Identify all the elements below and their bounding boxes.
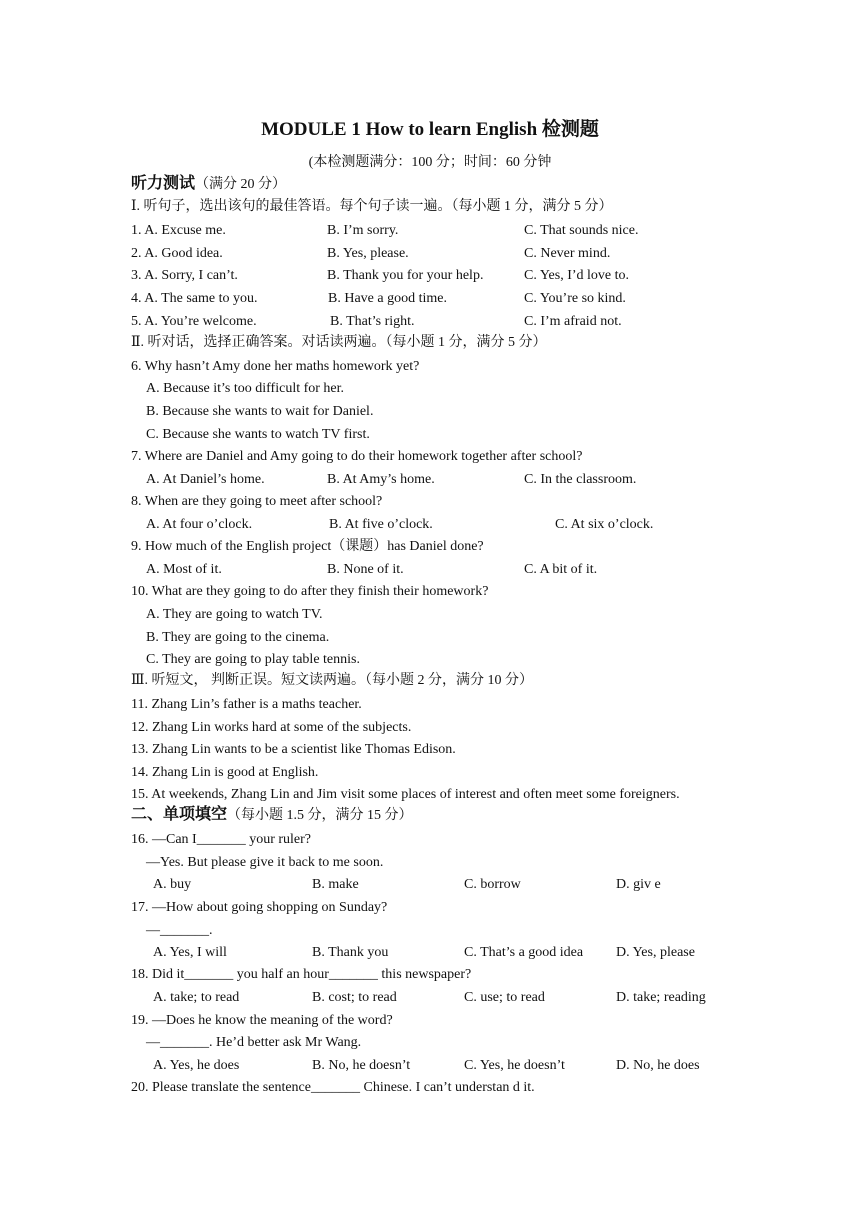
page-title: MODULE 1 How to learn English 检测题: [261, 119, 599, 140]
option-b: B. That’s right.: [330, 314, 415, 329]
section-heading-text: 听力测试: [131, 175, 196, 192]
option-b: B. No, he doesn’t: [312, 1058, 411, 1073]
option-b: B. Yes, please.: [327, 246, 409, 261]
option-a: A. They are going to watch TV.: [146, 607, 323, 622]
option-a: A. Because it’s too difficult for her.: [146, 381, 345, 396]
option-d: D. No, he does: [616, 1058, 700, 1073]
option-a: 4. A. The same to you.: [131, 291, 258, 306]
option-b: B. Thank you: [312, 945, 389, 960]
section-heading-choice: [131, 806, 413, 825]
part2-instructions: Ⅱ. 听对话，选择正确答案。对话读两遍。（每小题 1 分，满分 5 分）: [131, 335, 547, 350]
section-heading-listening: [131, 175, 286, 194]
option-c: C. In the classroom.: [524, 472, 637, 487]
option-b: B. At Amy’s home.: [327, 472, 435, 487]
option-c: C. Yes, he doesn’t: [464, 1058, 565, 1073]
question-15: 15. At weekends, Zhang Lin and Jim visit some places of interest and often meet some foreigners.: [131, 787, 680, 802]
option-c: C. I’m afraid not.: [524, 314, 622, 329]
question-16: 16. —Can I_______ your ruler?: [131, 832, 312, 847]
option-b: B. make: [312, 877, 359, 892]
option-a: A. At four o’clock.: [146, 517, 253, 532]
option-d: D. take; reading: [616, 990, 706, 1005]
option-d: D. Yes, please: [616, 945, 695, 960]
option-c: C. That sounds nice.: [524, 223, 639, 238]
option-d: D. giv e: [616, 877, 661, 892]
question-11: 11. Zhang Lin’s father is a maths teacher.: [131, 697, 362, 712]
section-heading-note: （满分 20 分）: [195, 177, 287, 192]
option-b: B. Because she wants to wait for Daniel.: [146, 404, 374, 419]
section-heading-note: （每小题 1.5 分，满分 15 分）: [227, 808, 413, 823]
question-8: 8. When are they going to meet after school?: [131, 494, 383, 509]
option-b: B. Thank you for your help.: [327, 268, 484, 283]
question-16-response: —Yes. But please give it back to me soon.: [146, 855, 384, 870]
question-19-response: —_______. He’d better ask Mr Wang.: [146, 1035, 362, 1050]
option-c: C. Never mind.: [524, 246, 611, 261]
option-a: 5. A. You’re welcome.: [131, 314, 257, 329]
option-a: 1. A. Excuse me.: [131, 223, 226, 238]
option-c: C. Yes, I’d love to.: [524, 268, 630, 283]
part1-instructions: Ⅰ. 听句子，选出该句的最佳答语。每个句子读一遍。（每小题 1 分，满分 5 分）: [131, 199, 613, 214]
question-14: 14. Zhang Lin is good at English.: [131, 765, 319, 780]
question-17: 17. —How about going shopping on Sunday?: [131, 900, 388, 915]
option-a: A. At Daniel’s home.: [146, 472, 265, 487]
option-c: C. They are going to play table tennis.: [146, 652, 360, 667]
option-c: C. A bit of it.: [524, 562, 598, 577]
page-subtitle: (本检测题满分：100 分；时间：60 分钟: [308, 155, 552, 170]
question-6: 6. Why hasn’t Amy done her maths homework yet?: [131, 359, 420, 374]
question-10: 10. What are they going to do after they finish their homework?: [131, 584, 489, 599]
option-a: A. buy: [153, 877, 192, 892]
option-c: C. use; to read: [464, 990, 545, 1005]
option-a: A. Yes, I will: [153, 945, 227, 960]
option-b: B. Have a good time.: [328, 291, 447, 306]
question-20: 20. Please translate the sentence_______ Chinese. I can’t understan d it.: [131, 1080, 535, 1095]
option-a: 3. A. Sorry, I can’t.: [131, 268, 238, 283]
option-b: B. I’m sorry.: [327, 223, 399, 238]
question-17-response: —_______.: [146, 923, 213, 938]
option-b: B. cost; to read: [312, 990, 397, 1005]
option-c: C. Because she wants to watch TV first.: [146, 427, 370, 442]
section-heading-text: 二、单项填空: [131, 806, 228, 823]
question-19: 19. —Does he know the meaning of the word?: [131, 1013, 393, 1028]
option-a: A. Most of it.: [146, 562, 222, 577]
option-a: 2. A. Good idea.: [131, 246, 223, 261]
option-b: B. None of it.: [327, 562, 404, 577]
option-a: A. take; to read: [153, 990, 240, 1005]
part3-instructions: Ⅲ. 听短文， 判断正误。短文读两遍。（每小题 2 分，满分 10 分）: [131, 673, 533, 688]
question-7: 7. Where are Daniel and Amy going to do their homework together after school?: [131, 449, 583, 464]
option-b: B. At five o’clock.: [329, 517, 433, 532]
option-c: C. borrow: [464, 877, 521, 892]
question-18: 18. Did it_______ you half an hour_______ this newspaper?: [131, 967, 472, 982]
question-12: 12. Zhang Lin works hard at some of the subjects.: [131, 720, 412, 735]
question-9: 9. How much of the English project（课题）has Daniel done?: [131, 539, 484, 554]
option-c: C. You’re so kind.: [524, 291, 626, 306]
question-13: 13. Zhang Lin wants to be a scientist like Thomas Edison.: [131, 742, 456, 757]
option-c: C. At six o’clock.: [555, 517, 654, 532]
option-c: C. That’s a good idea: [464, 945, 584, 960]
option-a: A. Yes, he does: [153, 1058, 240, 1073]
option-b: B. They are going to the cinema.: [146, 630, 330, 645]
